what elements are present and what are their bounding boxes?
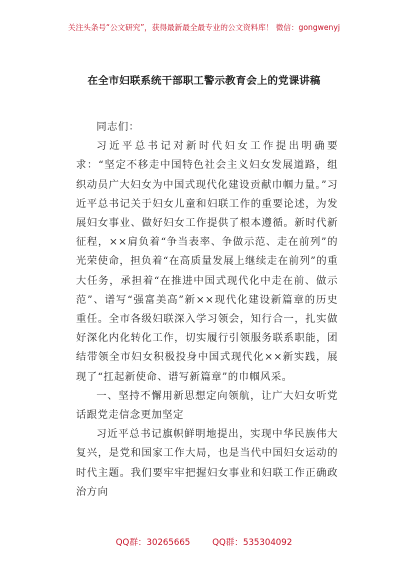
top-promo-banner: 关注头条号“公文研究”，获得最新最全最专业的公文资料库！ 微信：gongwenyj [68,23,340,32]
document-body [76,118,338,502]
paragraph-intro: 习近平总书记对新时代妇女工作提出明确要求：“坚定不移走中国特色社会主义妇女发展道路，组织动员广大妇女为中国式现代化建设贡献巾帼力量。”习近平总书记关于妇女儿童和妇联工作的重要论述，为发展妇女事业、做好妇女工作提供了根本遵循。新时代新征程，××肩负着“争当表率、争做示范、走在前列”的光荣使命，担负着“在高质量发展上继续走在前列”的重大任务，承担着“在推进中国式现代化中走在前、做示范”、谱写“强富美高”新××现代化建设新篇章的历史重任。全市各级妇联深入学习领会，知行合一，扎实做好深化内化转化工作，切实履行引领服务联系职能，团结带领全市妇女积极投身中国式现代化××新实践，展现了“扛起新使命、谱写新篇章”的巾帼风采。 [76,141,338,383]
paragraph-section-1: 习近平总书记旗帜鲜明地提出，实现中华民族伟大复兴，是党和国家工作大局，也是当代中国妇女运动的时代主题。我们要牢牢把握妇女事业和妇联工作正确政治方向 [76,429,338,498]
footer-qq-group-2: QQ群：535304092 [212,538,293,548]
footer-contact [0,536,408,548]
greeting: 同志们： [96,122,140,133]
document-title: 在全市妇联系统干部职工警示教育会上的党课讲稿 [87,75,321,87]
section-heading-1: 一、坚持不懈用新思想定向领航，让广大妇女听党话跟党走信念更加坚定 [76,390,338,422]
footer-qq-group-1: QQ群：30265665 [115,538,191,548]
